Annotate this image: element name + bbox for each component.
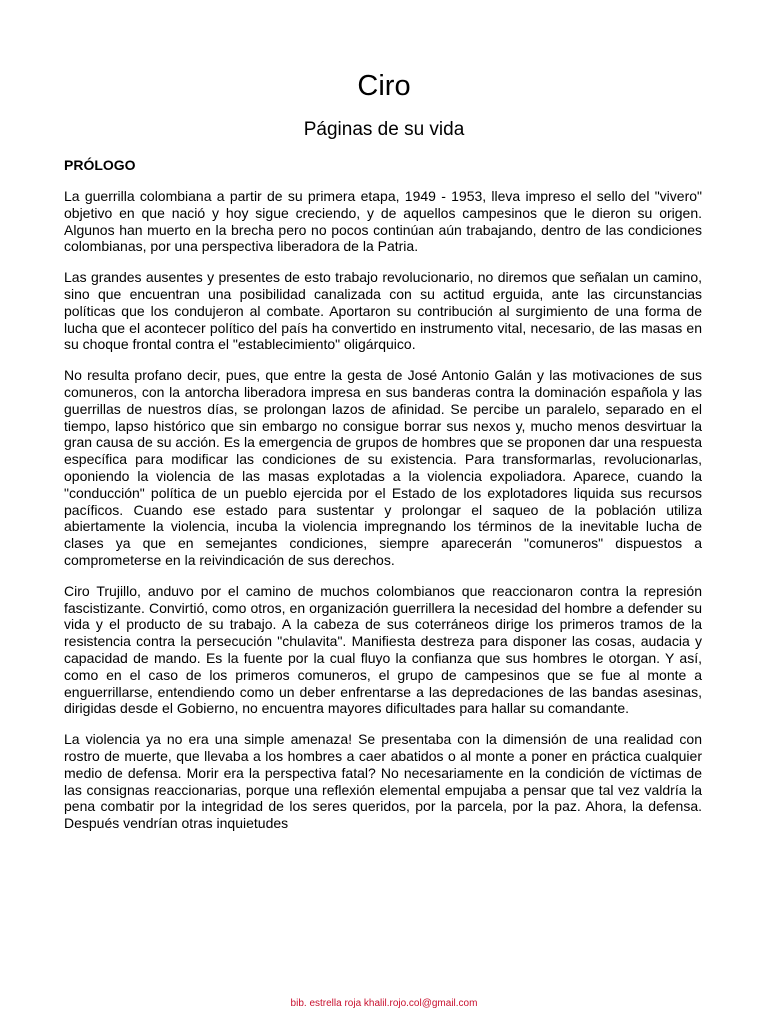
paragraph-3: No resulta profano decir, pues, que entre la gesta de José Antonio Galán y las motivaciones de sus comuneros, con la antorcha liberadora impresa en sus banderas contra la dominación española y las guerrillas de nuestros días, se prolongan lazos de afinidad. Se percibe un paralelo, separado en el tiempo, lapso histórico que sin embargo no consigue borrar sus nexos y, mucho menos desvirtuar la gran causa de su acción. Es la emergencia de grupos de hombres que se proponen dar una respuesta específica para modificar las condiciones de su existencia. Para transformarlas, revolucionarlas, oponiendo la violencia de las masas explotadas a la violencia expoliadora. Aparece, cuando la "conducción" política de un pueblo ejercida por el Estado de los explotadores liquida sus recursos pacíficos. Cuando ese estado para sustentar y prolongar el saqueo de la población utiliza abiertamente la violencia, incuba la violencia impregnando los términos de la inevitable lucha de clases ya que en semejantes condiciones, siempre aparecerán "comuneros" dispuestos a comprometerse en la reivindicación de sus derechos. [64,367,702,568]
document-body [64,156,702,832]
document-title: Ciro [357,70,411,102]
paragraph-2: Las grandes ausentes y presentes de esto trabajo revolucionario, no diremos que señalan un camino, sino que encuentran una posibilidad canalizada con su actitud erguida, ante las circunstancias políticas que los condujeron al combate. Aportaron su contribución al surgimiento de una forma de lucha que el acontecer político del país ha convertido en instrumento vital, necesario, de las masas en su choque frontal contra el "establecimiento" oligárquico. [64,269,702,353]
document-subtitle: Páginas de su vida [303,119,465,140]
footer-credit: bib. estrella roja khalil.rojo.col@gmail.com [290,998,478,1009]
paragraph-5: La violencia ya no era una simple amenaza! Se presentaba con la dimensión de una realidad con rostro de muerte, que llevaba a los hombres a caer abatidos o al monte a poner en práctica cualquier medio de defensa. Morir era la perspectiva fatal? No necesariamente en la condición de víctimas de las consignas reaccionarias, porque una reflexión elemental empujaba a pensar que tal vez valdría la pena combatir por la integridad de los seres queridos, por la parcela, por la paz. Ahora, la defensa. Después vendrían otras inquietudes [64,731,702,832]
paragraph-4: Ciro Trujillo, anduvo por el camino de muchos colombianos que reaccionaron contra la represión fascistizante. Convirtió, como otros, en organización guerrillera la necesidad del hombre a defender su vida y el producto de su trabajo. A la cabeza de sus coterráneos dirige los primeros tramos de la resistencia contra la persecución "chulavita". Manifiesta destreza para disponer las cosas, audacia y capacidad de mando. Es la fuente por la cual fluyo la confianza que sus hombres le otorgan. Y así, como en el caso de los primeros comuneros, el grupo de campesinos que se fue al monte a enguerrillarse, entendiendo como un deber enfrentarse a las depredaciones de las bandas asesinas, dirigidas desde el Gobierno, no encuentra mayores dificultades para hallar su comandante. [64,582,702,717]
section-heading: PRÓLOGO [64,157,136,173]
paragraph-1: La guerrilla colombiana a partir de su primera etapa, 1949 - 1953, lleva impreso el sello del "vivero" objetivo en que nació y hoy sigue creciendo, y de aquellos campesinos que le dieron su origen. Algunos han muerto en la brecha pero no pocos continúan aún trabajando, dentro de las condiciones colombianas, por una perspectiva liberadora de la Patria. [64,188,702,255]
